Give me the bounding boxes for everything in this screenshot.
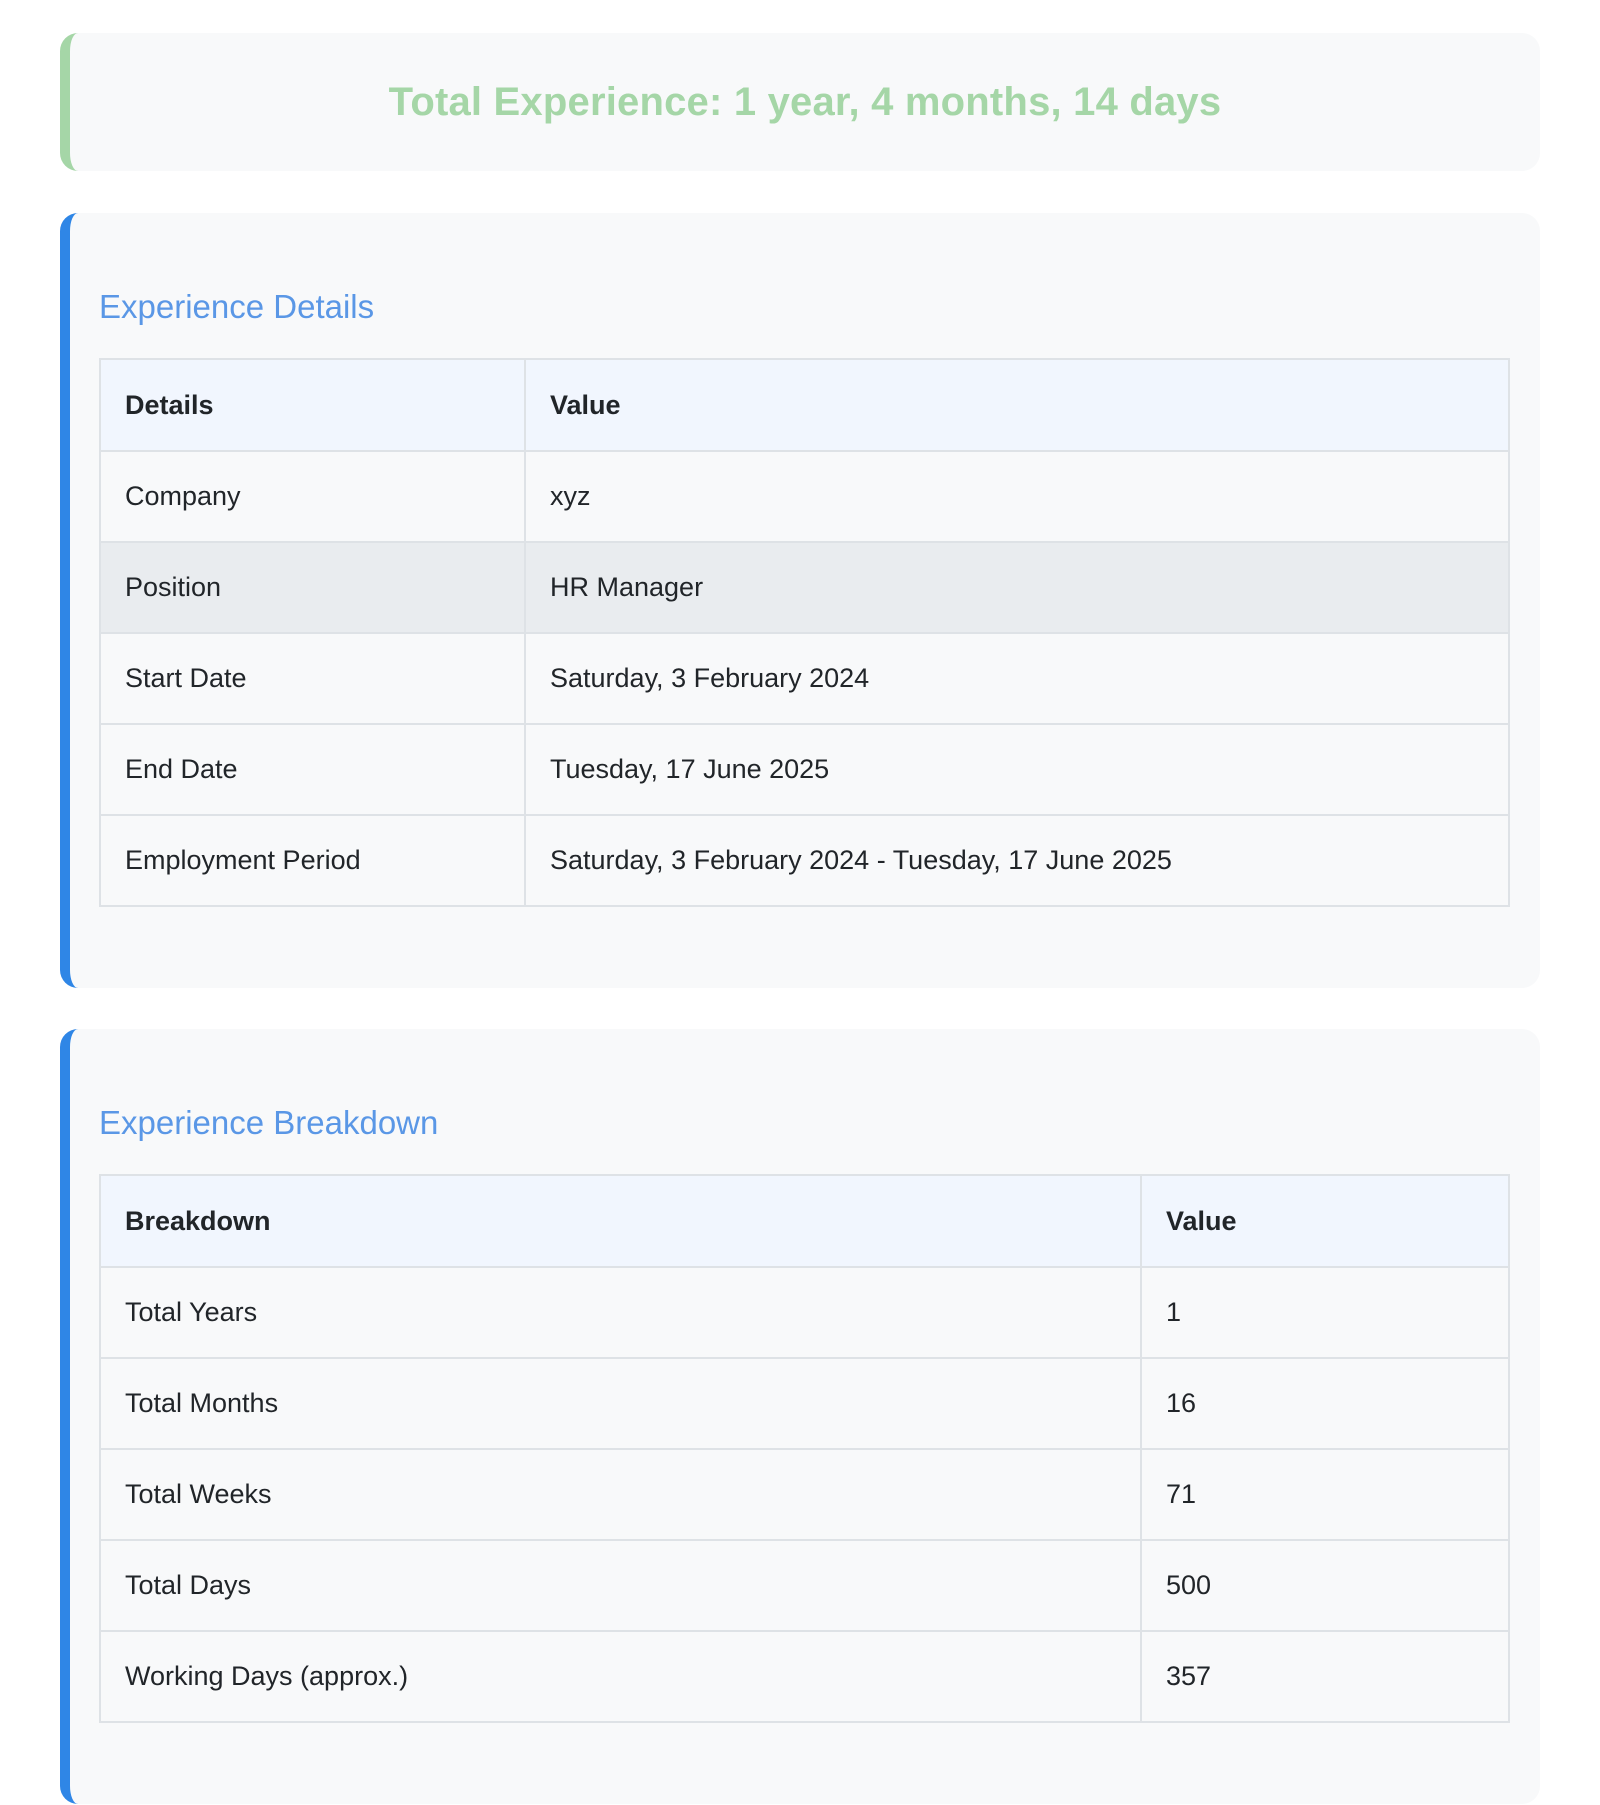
table-row xyxy=(100,633,1509,724)
breakdown-value: 500 xyxy=(1141,1540,1509,1631)
breakdown-label: Total Years xyxy=(100,1267,1141,1358)
detail-value: Tuesday, 17 June 2025 xyxy=(525,724,1509,815)
table-row xyxy=(100,1267,1509,1358)
detail-label: Start Date xyxy=(100,633,525,724)
table-row xyxy=(100,451,1509,542)
detail-label: Position xyxy=(100,542,525,633)
detail-value: Saturday, 3 February 2024 - Tuesday, 17 June 2025 xyxy=(525,815,1509,906)
breakdown-label: Total Weeks xyxy=(100,1449,1141,1540)
details-header: Details xyxy=(100,359,525,451)
breakdown-header: Breakdown xyxy=(100,1175,1141,1267)
breakdown-value: 357 xyxy=(1141,1631,1509,1722)
detail-value: HR Manager xyxy=(525,542,1509,633)
table-row xyxy=(100,1631,1509,1722)
experience-details-card xyxy=(60,213,1540,988)
detail-value: xyz xyxy=(525,451,1509,542)
table-row xyxy=(100,1358,1509,1449)
detail-label: Company xyxy=(100,451,525,542)
experience-breakdown-table xyxy=(99,1174,1510,1723)
table-row xyxy=(100,724,1509,815)
detail-label: End Date xyxy=(100,724,525,815)
breakdown-label: Total Months xyxy=(100,1358,1141,1449)
table-header-row xyxy=(100,359,1509,451)
table-row xyxy=(100,542,1509,633)
total-experience-card xyxy=(60,33,1540,171)
value-header: Value xyxy=(525,359,1509,451)
breakdown-value: 16 xyxy=(1141,1358,1509,1449)
breakdown-label: Total Days xyxy=(100,1540,1141,1631)
breakdown-value: 1 xyxy=(1141,1267,1509,1358)
value-header: Value xyxy=(1141,1175,1509,1267)
detail-value: Saturday, 3 February 2024 xyxy=(525,633,1509,724)
table-row xyxy=(100,1449,1509,1540)
detail-label: Employment Period xyxy=(100,815,525,906)
experience-details-table xyxy=(99,358,1510,907)
total-experience-text: Total Experience: 1 year, 4 months, 14 days xyxy=(388,79,1222,124)
breakdown-value: 71 xyxy=(1141,1449,1509,1540)
table-row xyxy=(100,1540,1509,1631)
experience-details-title: Experience Details xyxy=(99,288,375,325)
experience-breakdown-card xyxy=(60,1029,1540,1804)
table-row xyxy=(100,815,1509,906)
experience-breakdown-title: Experience Breakdown xyxy=(99,1104,439,1141)
table-header-row xyxy=(100,1175,1509,1267)
breakdown-label: Working Days (approx.) xyxy=(100,1631,1141,1722)
